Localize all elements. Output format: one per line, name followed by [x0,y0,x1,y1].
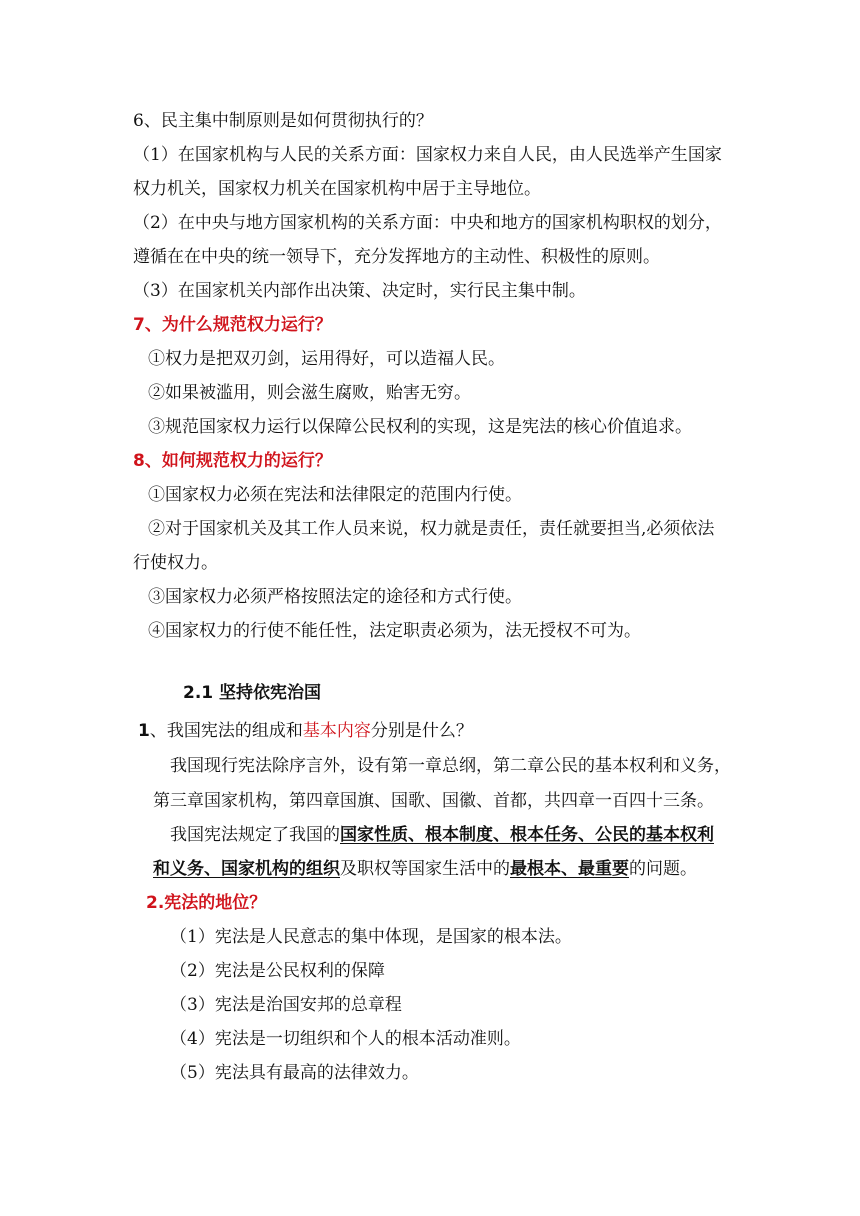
q1-title [138,719,473,743]
q7-item3: ③规范国家权力运行以保障公民权利的实现，这是宪法的核心价值追求。 [148,417,692,437]
q1-number: 1 [138,721,150,741]
q6-point1-line2: 权力机关，国家权力机关在国家机构中居于主导地位。 [133,179,541,199]
q2-item2: （2）宪法是公民权利的保障 [170,961,385,981]
q1-answer1-line2: 第三章国家机构，第四章国旗、国歌、国徽、首都，共四章一百四十三条。 [153,791,714,811]
q8-item2-line2: 行使权力。 [133,553,218,573]
q8-item2-line1: ②对于国家机关及其工作人员来说，权力就是责任，责任就要担当,必须依法 [148,519,715,539]
q8-item1: ①国家权力必须在宪法和法律限定的范围内行使。 [148,485,522,505]
q1-answer2-emphasis2: 和义务、国家机构的组织 [153,859,340,879]
q1-answer2-line2 [153,857,697,881]
q2-item3: （3）宪法是治国安邦的总章程 [170,995,402,1015]
q7-item1: ①权力是把双刃剑，运用得好，可以造福人民。 [148,349,505,369]
q1-title-highlight: 基本内容 [302,721,371,741]
q2-item4: （4）宪法是一切组织和个人的根本活动准则。 [170,1029,521,1049]
q1-answer2-pre: 我国宪法规定了我国的 [170,825,340,845]
q1-answer1-line1: 我国现行宪法除序言外，设有第一章总纲，第二章公民的基本权利和义务， [170,756,731,776]
q7-title: 7、为什么规范权力运行？ [133,315,332,335]
q7-item2: ②如果被滥用，则会滋生腐败，贻害无穷。 [148,383,471,403]
q2-title: 2.宪法的地位？ [146,893,267,913]
q1-answer2-emphasis3: 最根本、最重要 [510,859,629,879]
q6-point1-line1: （1）在国家机构与人民的关系方面：国家权力来自人民，由人民选举产生国家 [133,145,722,165]
q8-item4: ④国家权力的行使不能任性，法定职责必须为，法无授权不可为。 [148,621,641,641]
q1-title-post: 分别是什么？ [370,721,473,741]
q1-title-pre: 、我国宪法的组成和 [149,721,303,741]
q6-point2-line1: （2）在中央与地方国家机构的关系方面：中央和地方的国家机构职权的划分， [133,213,722,233]
q1-answer2-line1 [170,823,714,847]
q1-answer2-post: 的问题。 [629,859,697,879]
q2-item1: （1）宪法是人民意志的集中体现，是国家的根本法。 [170,927,572,947]
q8-title: 8、如何规范权力的运行？ [133,451,332,471]
q2-item5: （5）宪法具有最高的法律效力。 [170,1063,419,1083]
q6-point3: （3）在国家机关内部作出决策、决定时，实行民主集中制。 [133,281,586,301]
q8-item3: ③国家权力必须严格按照法定的途径和方式行使。 [148,587,522,607]
q6-title: 6、民主集中制原则是如何贯彻执行的？ [133,111,433,131]
section-heading: 2.1 坚持依宪治国 [183,683,322,703]
q1-answer2-emphasis1: 国家性质、根本制度、根本任务、公民的基本权利 [340,825,714,845]
q6-point2-line2: 遵循在在中央的统一领导下，充分发挥地方的主动性、积极性的原则。 [133,247,660,267]
q1-answer2-mid: 及职权等国家生活中的 [340,859,510,879]
